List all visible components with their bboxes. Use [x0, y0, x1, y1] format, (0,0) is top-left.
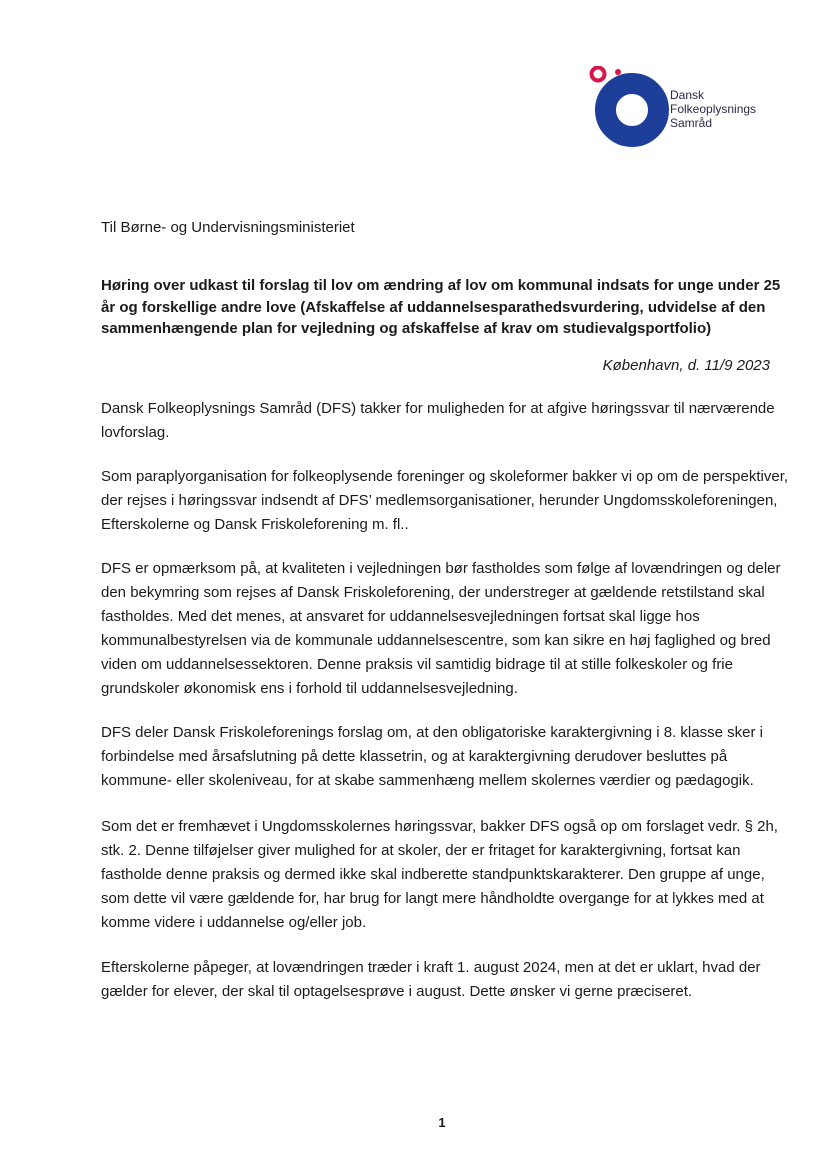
logo-line-1: Dansk [670, 88, 705, 102]
subject-heading: Høring over udkast til forslag til lov om ændring af lov om kommunal indsats for unge under 25 år og forskellige andre love (Afskaffelse af uddannelsesparathedsvurdering, udvidelse af den sammenhængende plan for vejledning og afskaffelse af krav om studievalgsportfolio) [101, 277, 781, 337]
page-number: 1 [438, 1115, 446, 1130]
addressee: Til Børne- og Undervisningsministeriet [101, 219, 355, 236]
paragraph-3: DFS er opmærksom på, at kvaliteten i vejledningen bør fastholdes som følge af lovændringen og deler den bekymring som rejses af Dansk Friskoleforening, der understreger at gældende retstilstand skal fastholdes. Med det menes, at ansvaret for uddannelsesvejledningen fortsat skal ligge hos kommunalbestyrelsen via de kommunale uddannelsescentre, som kan sikre en høj faglighed og bred viden om uddannelsessektoren. Denne praksis vil samtidig bidrage til at stille folkeskoler og frie grundskoler økonomisk ens i forhold til uddannelsesvejledning. [101, 560, 781, 697]
paragraph-2: Som paraplyorganisation for folkeoplysende foreninger og skoleformer bakker vi op om de perspektiver, der rejses i høringssvar indsendt af DFS’ medlemsorganisationer, herunder Ungdomsskoleforeningen, Efterskolerne og Dansk Friskoleforening m. fl.. [101, 468, 789, 533]
logo-red-ring [592, 68, 605, 81]
paragraph-1: Dansk Folkeoplysnings Samråd (DFS) takker for muligheden for at afgive høringssvar til nærværende lovforslag. [101, 400, 775, 441]
logo-wordmark [670, 88, 756, 130]
logo-red-dot [615, 69, 621, 75]
paragraph-5: Som det er fremhævet i Ungdomsskolernes høringssvar, bakker DFS også op om forslaget vedr. § 2h, stk. 2. Denne tilføjelser giver mulighed for at skoler, der er fritaget for karaktergivning, fortsat kan fastholde denne praksis og dermed ikke skal indberette standpunktskarakterer. Den gruppe af unge, som dette vil være gældende for, har brug for langt mere håndholdte overgange for at lykkes med at komme videre i uddannelse og/eller job. [101, 818, 778, 931]
paragraph-4: DFS deler Dansk Friskoleforenings forslag om, at den obligatoriske karaktergivning i 8. klasse sker i forbindelse med årsafslutning på dette klassetrin, og at karaktergivning derudover besluttes på kommune- eller skoleniveau, for at skabe sammenhæng mellem skolernes værdier og pædagogik. [101, 724, 763, 789]
dateline: København, d. 11/9 2023 [602, 357, 770, 374]
logo-line-2: Folkeoplysnings [670, 102, 757, 116]
logo-line-3: Samråd [670, 116, 713, 130]
paragraph-6: Efterskolerne påpeger, at lovændringen træder i kraft 1. august 2024, men at det er uklart, hvad der gælder for elever, der skal til optagelsesprøve i august. Dette ønsker vi gerne præciseret. [101, 959, 761, 1000]
logo-blue-ring [606, 84, 659, 137]
